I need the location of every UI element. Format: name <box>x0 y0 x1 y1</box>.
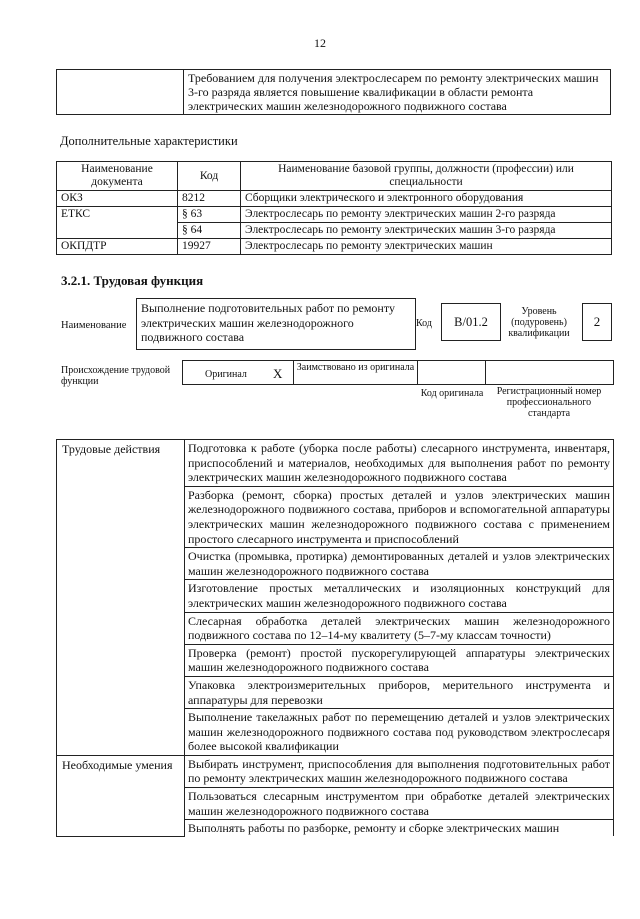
labor-action: Слесарная обработка деталей электрических машин железнодорожного подвижного состава по 12–14-му квалитету (5–7-му классам точности) <box>185 612 614 644</box>
labor-action: Разборка (ремонт, сборка) простых деталей и узлов электрических машин железнодорожного подвижного состава, приборов и вспомогательной аппаратуры электрических машин железнодорожного подвижного состава с применением простого слесарного инструмента и приспособлений <box>185 486 614 547</box>
original-cell <box>182 360 294 385</box>
code-cell: 19927 <box>178 239 241 255</box>
labor-actions-label: Трудовые действия <box>57 440 185 756</box>
page-number: 12 <box>314 36 326 50</box>
group-cell: Электрослесарь по ремонту электрических машин 3-го разряда <box>241 223 612 239</box>
reg-number-cell <box>486 360 614 385</box>
function-name-box: Выполнение подготовительных работ по ремонту электрических машин железнодорожного подвижного состава <box>136 298 416 350</box>
reg-number-label: Регистрационный номер профессионального стандарта <box>496 386 602 419</box>
doc-cell: ЕТКС <box>57 207 178 223</box>
table-row <box>57 207 612 223</box>
labor-action: Изготовление простых металлических и изоляционных конструкций для электрических машин железнодорожного подвижного состава <box>185 580 614 612</box>
table-row <box>57 755 614 787</box>
table-row <box>57 440 614 487</box>
section-title: 3.2.1. Трудовая функция <box>61 273 204 288</box>
labor-action: Выполнение такелажных работ по перемещению деталей и узлов электрических машин железнодорожного подвижного состава под руководством электрослесаря более высокой квалификации <box>185 709 614 756</box>
labor-action: Упаковка электроизмерительных приборов, мерительного инструмента и аппаратуры для перевозки <box>185 676 614 708</box>
group-cell: Сборщики электрического и электронного оборудования <box>241 191 612 207</box>
labor-action: Проверка (ремонт) простой пускорегулирующей аппаратуры электрических машин железнодорожного подвижного состава <box>185 644 614 676</box>
table-row <box>57 239 612 255</box>
code-original-label: Код оригинала <box>420 388 484 399</box>
doc-cell: ОКЗ <box>57 191 178 207</box>
function-code-box: В/01.2 <box>441 303 501 341</box>
requirement-text: Требованием для получения электрослесарем по ремонту электрических машин 3-го разряда является повышение квалификации в области ремонта электрических машин железнодорожного подвижного состава <box>184 70 611 115</box>
skills-label: Необходимые умения <box>57 755 185 836</box>
header-code: Код <box>178 162 241 191</box>
level-box: 2 <box>582 303 612 341</box>
skill-item: Пользоваться слесарным инструментом при обработке деталей электрических машин железнодорожного подвижного состава <box>185 788 614 820</box>
original-mark: X <box>273 366 283 381</box>
borrowed-cell: Заимствовано из оригинала <box>294 360 418 385</box>
table-row <box>57 191 612 207</box>
skill-item <box>185 820 614 837</box>
code-cell: § 64 <box>178 223 241 239</box>
skill-item: Выбирать инструмент, приспособления для выполнения подготовительных работ по ремонту электрических машин железнодорожного подвижного состава <box>185 755 614 787</box>
labor-action: Подготовка к работе (уборка после работы) слесарного инструмента, инвентаря, приспособлений и материалов, необходимых для выполнения работ по ремонту электрических машин железнодорожного подвижного состава <box>185 440 614 487</box>
table-row <box>57 223 612 239</box>
name-label: Наименование <box>61 320 127 331</box>
code-original-cell <box>418 360 486 385</box>
skill-item-text: Выполнять работы по разборке, ремонту и сборке электрических машин <box>188 821 560 836</box>
group-cell: Электрослесарь по ремонту электрических машин 2-го разряда <box>241 207 612 223</box>
original-label: Оригинал <box>205 369 247 380</box>
doc-cell: ОКПДТР <box>57 239 178 255</box>
header-doc-name: Наименование документа <box>57 162 178 191</box>
requirements-table <box>56 69 611 115</box>
additional-title: Дополнительные характеристики <box>60 134 238 148</box>
code-label: Код <box>416 318 432 329</box>
header-group-name: Наименование базовой группы, должности (профессии) или специальности <box>241 162 612 191</box>
function-details-table <box>56 439 614 837</box>
empty-cell <box>57 70 184 115</box>
origin-label: Происхождение трудовой функции <box>61 365 171 387</box>
level-label: Уровень (подуровень) квалификации <box>508 306 570 339</box>
labor-action: Очистка (промывка, протирка) демонтированных деталей и узлов электрических машин железнодорожного подвижного состава <box>185 548 614 580</box>
code-cell: 8212 <box>178 191 241 207</box>
origin-row <box>182 360 614 385</box>
group-cell: Электрослесарь по ремонту электрических машин <box>241 239 612 255</box>
additional-table <box>56 161 612 255</box>
code-cell: § 63 <box>178 207 241 223</box>
doc-cell <box>57 223 178 239</box>
